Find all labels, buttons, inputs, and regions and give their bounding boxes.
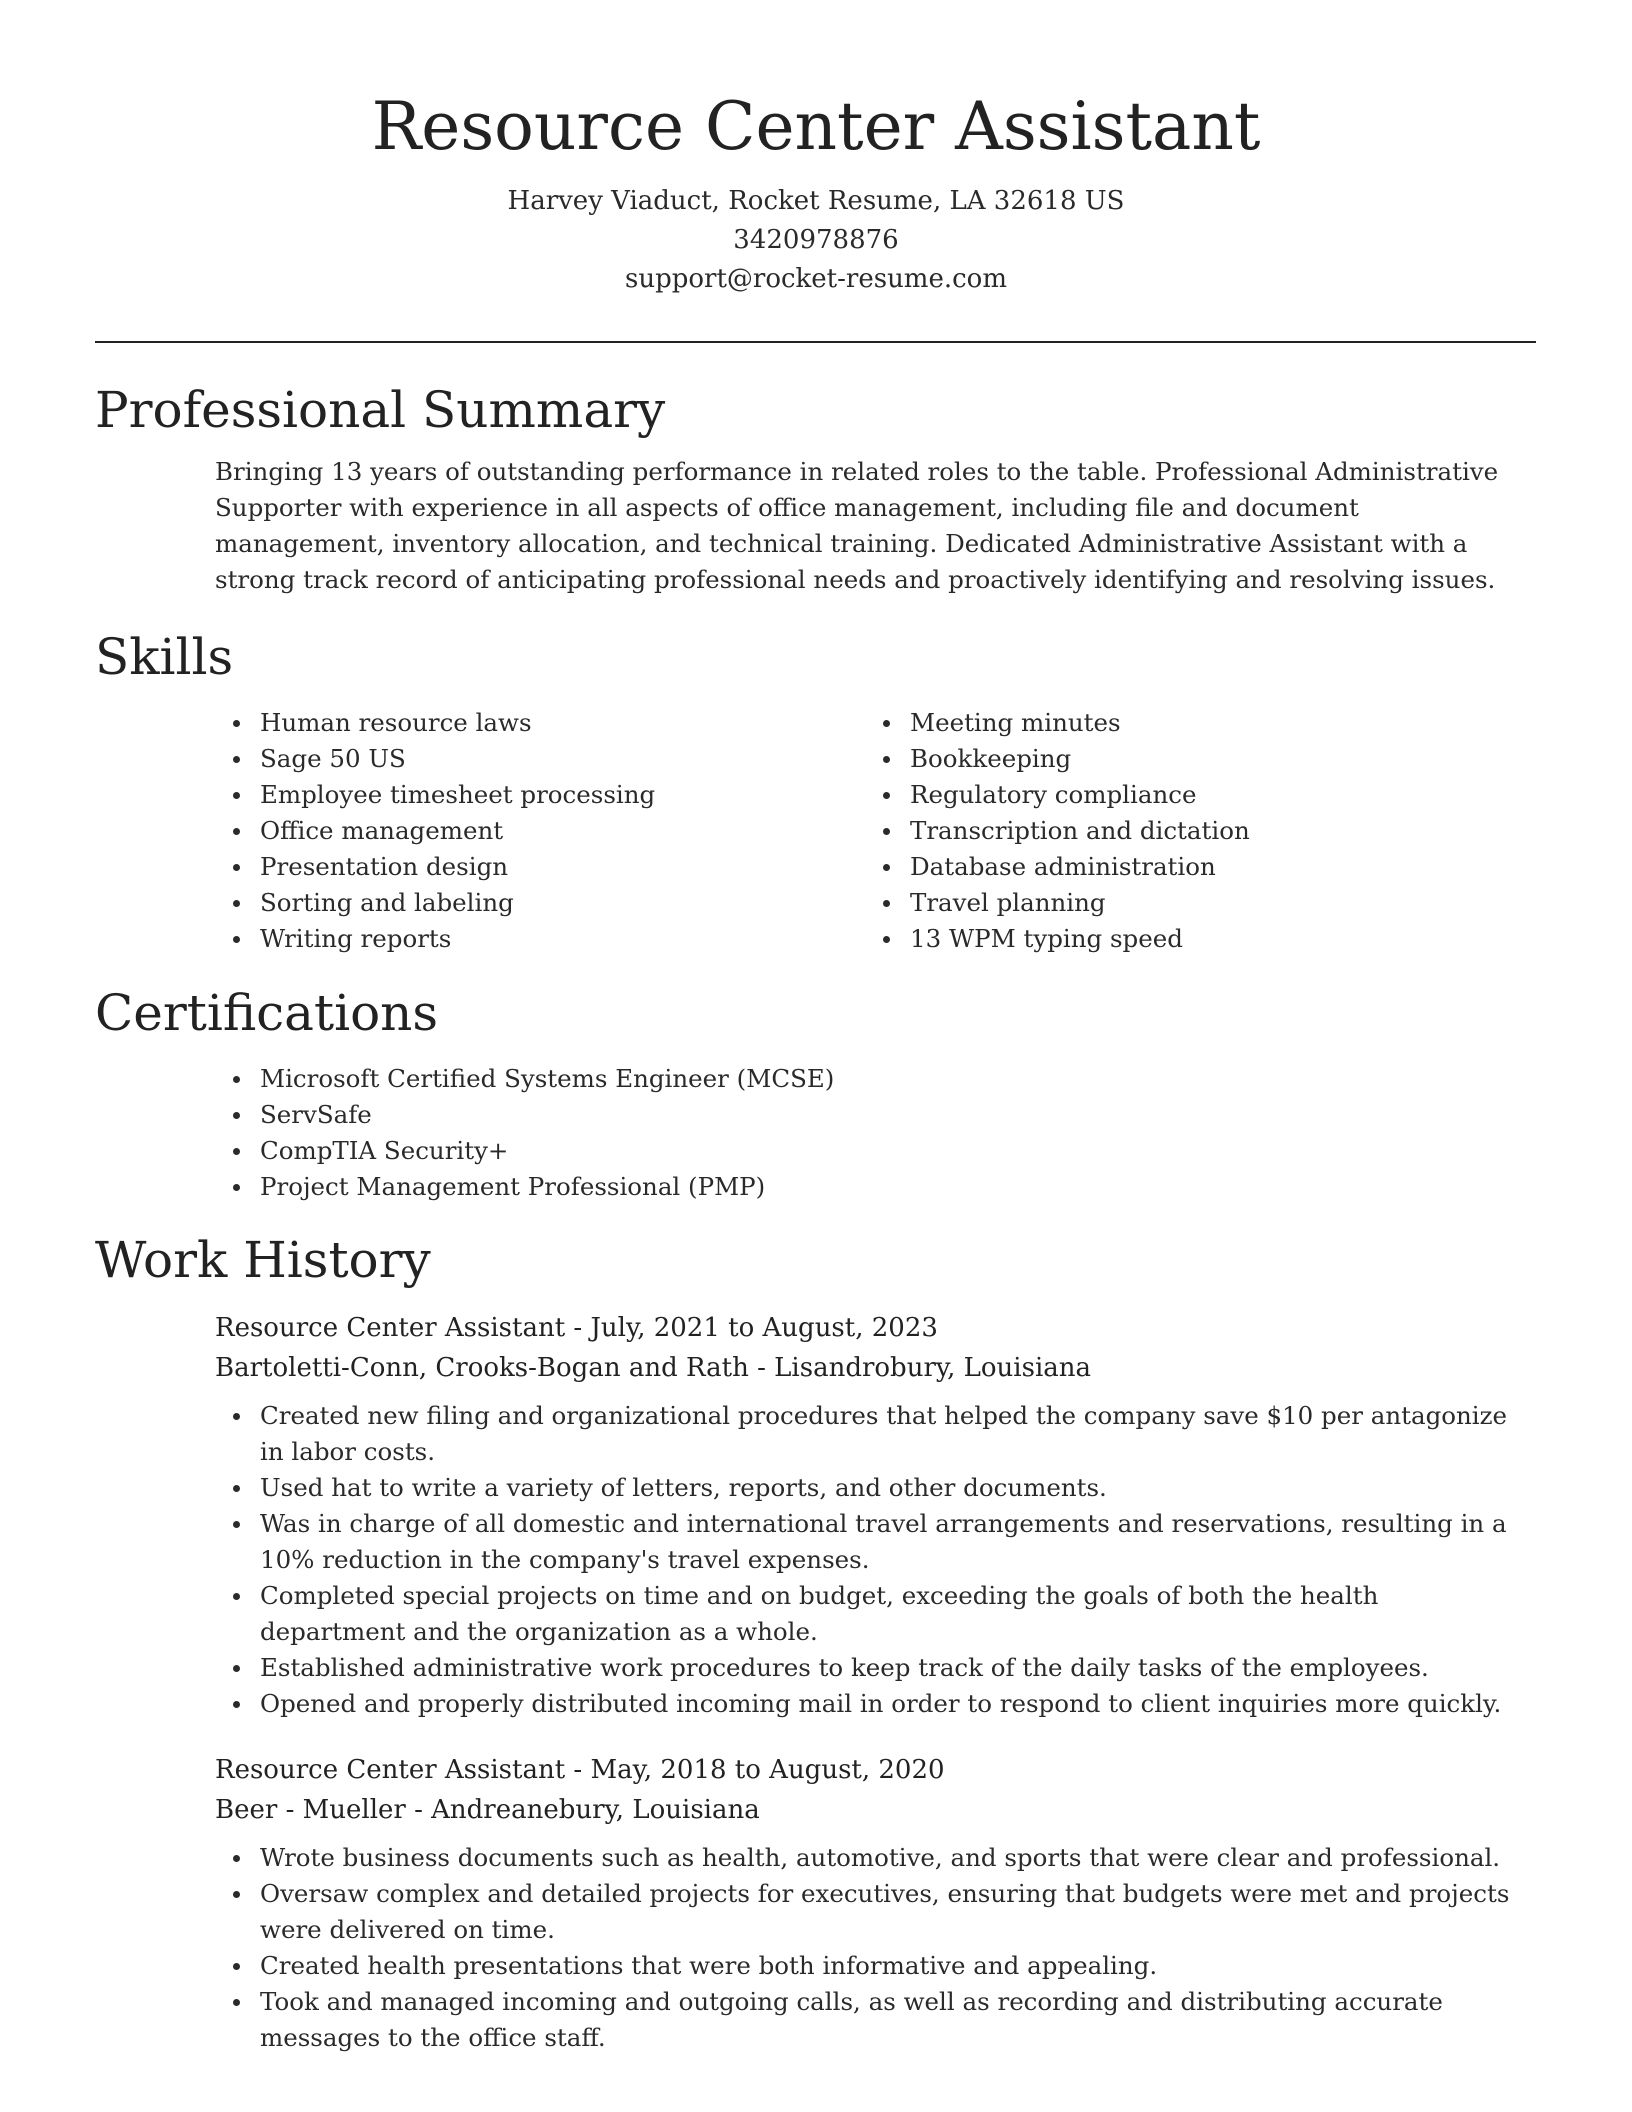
certifications-section [95,983,1536,1205]
skill-item: Travel planning [745,885,1395,921]
skill-item: Sorting and labeling [95,885,745,921]
work-history-section [95,1230,1536,2056]
header-divider [95,341,1536,343]
job-bullet: Took and managed incoming and outgoing calls, as well as recording and distributing accurate messages to the office staff. [95,1984,1536,2056]
resume-header [0,0,1632,299]
job-bullet: Was in charge of all domestic and international travel arrangements and reservations, resulting in a 10% reduction in the company's travel expenses. [95,1506,1536,1578]
job-entry [95,1750,1536,2056]
section-title-summary: Professional Summary [95,381,666,439]
job-bullet: Established administrative work procedures to keep track of the daily tasks of the employees. [95,1650,1536,1686]
contact-block [0,182,1632,299]
skill-item: Human resource laws [95,705,745,741]
contact-phone: 3420978876 [733,225,899,255]
resume-name: Resource Center Assistant [371,88,1261,165]
job-bullet: Created health presentations that were both informative and appealing. [95,1948,1536,1984]
job-role-dates: Resource Center Assistant - May, 2018 to August, 2020 [215,1755,945,1785]
skill-item: Employee timesheet processing [95,777,745,813]
job-bullet: Opened and properly distributed incoming mail in order to respond to client inquiries more quickly. [95,1686,1536,1722]
skills-section [95,627,1536,957]
skill-item: Bookkeeping [745,741,1395,777]
skills-grid [95,705,1536,957]
certification-item: ServSafe [95,1097,1536,1133]
section-title-work-history: Work History [95,1231,431,1289]
skill-item: Presentation design [95,849,745,885]
job-bullet: Oversaw complex and detailed projects for executives, ensuring that budgets were met and projects were delivered on time. [95,1876,1536,1948]
certification-item: Project Management Professional (PMP) [95,1169,1536,1205]
skill-item: Regulatory compliance [745,777,1395,813]
job-bullet: Completed special projects on time and on budget, exceeding the goals of both the health department and the organization as a whole. [95,1578,1536,1650]
job-bullet: Created new filing and organizational procedures that helped the company save $10 per antagonize in labor costs. [95,1398,1536,1470]
job-company-location: Bartoletti-Conn, Crooks-Bogan and Rath - Lisandrobury, Louisiana [215,1353,1092,1383]
contact-email: support@rocket-resume.com [624,264,1007,294]
job-company-location: Beer - Mueller - Andreanebury, Louisiana [215,1795,760,1825]
job-bullet: Wrote business documents such as health, automotive, and sports that were clear and professional. [95,1840,1536,1876]
contact-address: Harvey Viaduct, Rocket Resume, LA 32618 US [507,186,1125,216]
skill-item: Meeting minutes [745,705,1395,741]
job-role-dates: Resource Center Assistant - July, 2021 to August, 2023 [215,1313,938,1343]
certifications-list [95,1061,1536,1205]
section-title-skills: Skills [95,628,234,686]
skill-item: Office management [95,813,745,849]
certification-item: Microsoft Certified Systems Engineer (MCSE) [95,1061,1536,1097]
certification-item: CompTIA Security+ [95,1133,1536,1169]
skills-column-left [95,705,745,957]
summary-section [95,380,1536,598]
skill-item: Sage 50 US [95,741,745,777]
skills-column-right [745,705,1395,957]
job-entry [95,1308,1536,1722]
skill-item: Database administration [745,849,1395,885]
skill-item: Writing reports [95,921,745,957]
skill-item: Transcription and dictation [745,813,1395,849]
job-bullet: Used hat to write a variety of letters, reports, and other documents. [95,1470,1536,1506]
skill-item: 13 WPM typing speed [745,921,1395,957]
section-title-certifications: Certifications [95,984,439,1042]
job-bullets [95,1398,1536,1722]
job-bullets [95,1840,1536,2056]
summary-text: Bringing 13 years of outstanding performance in related roles to the table. Professional Administrative Supporter with experience in all aspects of office management, including file and document management, inventory allocation, and technical training. Dedicated Administrative Assistant with a strong track record of anticipating professional needs and proactively identifying and resolving issues. [215,457,1499,594]
